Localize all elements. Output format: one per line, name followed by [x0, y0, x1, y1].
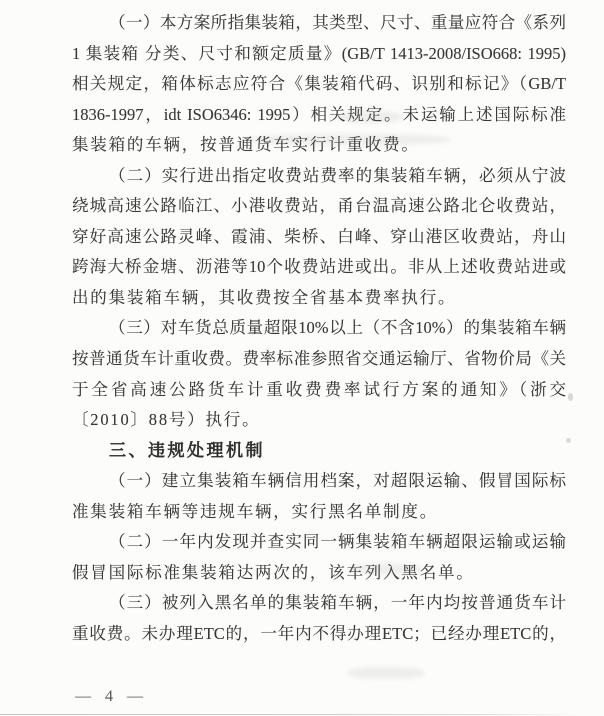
text-line: 假冒国际标准集装箱达两次的，该车列入黑名单。: [72, 562, 475, 582]
scan-speck: [566, 438, 571, 443]
text-line: 集装箱的车辆，按普通货车实行计重收费。: [72, 135, 420, 155]
text-line: 相关规定，箱体标志应符合《集装箱代码、识别和标记》（GB/T: [72, 74, 566, 94]
text-line: 重收费。未办理ETC的，一年内不得办理ETC；已经办理ETC的，: [72, 623, 566, 643]
text-line: 出的集装箱车辆，其收费按全省基本费率执行。: [72, 287, 457, 307]
text-line: 于全省高速公路货车计重收费费率试行方案的通知》（浙交: [72, 379, 566, 399]
text-line: 按普通货车计重收费。费率标准参照省交通运输厅、省物价局《关: [72, 349, 566, 369]
text-line: （三）对车货总质量超限10%以上（不含10%）的集装箱车辆: [109, 318, 566, 338]
scan-smudge: [348, 667, 424, 679]
text-line: 〔2010〕88号）执行。: [72, 410, 261, 430]
scan-speck: [568, 393, 573, 401]
text-line: （一）本方案所指集装箱，其类型、尺寸、重量应符合《系列: [109, 13, 566, 32]
section-heading: 三、违规处理机制: [109, 440, 265, 461]
text-line: 绕城高速公路临江、小港收费站，甬台温高速公路北仑收费站，: [72, 196, 566, 216]
text-line: （一）建立集装箱车辆信用档案，对超限运输、假冒国际标: [109, 471, 566, 491]
scan-smudge: [350, 564, 422, 574]
scan-smudge: [250, 134, 450, 145]
scan-smudge: [338, 111, 402, 123]
text-line: （二）实行进出指定收费站费率的集装箱车辆，必须从宁波: [109, 165, 566, 185]
text-line: 准集装箱车辆等违规车辆，实行黑名单制度。: [72, 501, 438, 521]
text-line: 跨海大桥金塘、沥港等10个收费站进或出。非从上述收费站进或: [72, 257, 566, 277]
text-line: 穿好高速公路灵峰、霞浦、柴桥、白峰、穿山港区收费站，舟山: [72, 226, 566, 246]
page-number: — 4 —: [75, 688, 148, 705]
text-line: （二）一年内发现并查实同一辆集装箱车辆超限运输或运输: [109, 532, 566, 552]
text-line: 1836-1997，idt ISO6346: 1995）相关规定。未运输上述国际标准: [72, 104, 566, 124]
text-line: 1 集装箱 分类、尺寸和额定质量》(GB/T 1413-2008/ISO668: 1995): [72, 43, 566, 63]
scan-edge-line: [0, 714, 604, 715]
text-lines: [72, 8, 566, 649]
text-line: （三）被列入黑名单的集装箱车辆，一年内均按普通货车计: [109, 593, 566, 613]
